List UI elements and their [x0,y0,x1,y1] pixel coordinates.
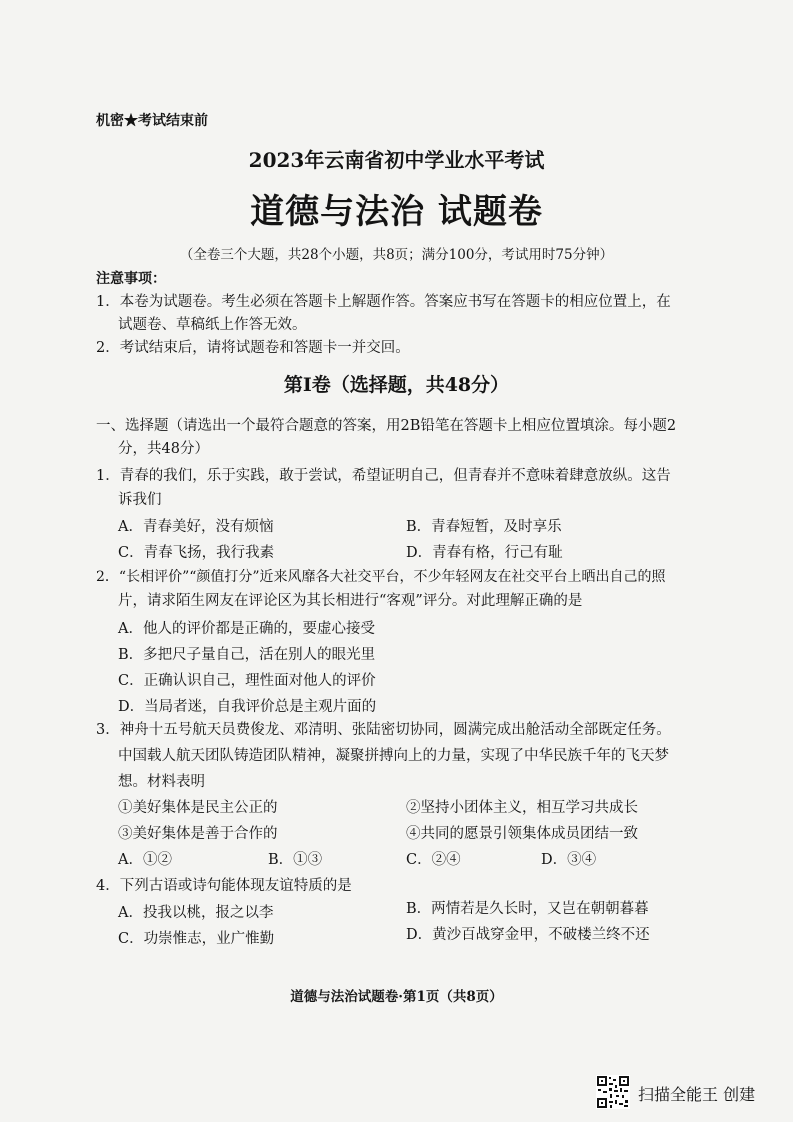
q2-stem-line-2: 片，请求陌生网友在评论区为其长相进行“客观”评分。对此理解正确的是 [118,593,583,609]
q3-stem-line-2: 中国载人航天团队铸造团队精神，凝聚拼搏向上的力量，实现了中华民族千年的飞天梦 [118,748,669,764]
section-instructions-line-1: 一、选择题（请选出一个最符合题意的答案，用2B铅笔在答题卡上相应位置填涂。每小题2 [96,418,677,434]
q1-option-b: B．青春短暂，及时享乐 [406,519,562,535]
q3-stem-line-3: 想。材料表明 [118,774,205,790]
q3-option-d: D．③④ [541,852,597,868]
q3-statement-4: ④共同的愿景引领集体成员团结一致 [406,826,638,842]
exam-info: （全卷三个大题，共28个小题，共8页；满分100分，考试用时75分钟） [179,247,614,263]
q3-option-b: B．①③ [268,852,323,868]
q2-option-d: D．当局者迷，自我评价总是主观片面的 [118,699,377,715]
q3-statement-2: ②坚持小团体主义，相互学习共成长 [406,800,638,816]
page-footer: 道德与法治试题卷·第1页（共8页） [290,989,503,1005]
exam-title: 2023年云南省初中学业水平考试 [248,148,545,172]
q2-option-b: B．多把尺子量自己，活在别人的眼光里 [118,647,376,663]
q4-option-a: A．投我以桃，报之以李 [118,905,274,921]
q1-option-a: A．青春美好，没有烦恼 [118,519,274,535]
section-instructions-line-2: 分，共48分） [118,441,209,457]
q2-stem-line-1: 2．“长相评价”“颜值打分”近来风靡各大社交平台，不少年轻网友在社交平台上晒出自己的照 [96,569,666,585]
qr-code-icon [596,1075,630,1109]
notice-item-2: 2．考试结束后，请将试题卷和答题卡一并交回。 [96,340,410,356]
scanner-label: 扫描全能王 创建 [638,1085,756,1104]
q2-option-a: A．他人的评价都是正确的，要虚心接受 [118,621,375,637]
q3-option-a: A．①② [118,852,172,868]
q3-option-c: C．②④ [406,852,461,868]
notice-heading: 注意事项： [96,271,166,287]
q1-stem-line-2: 诉我们 [118,492,162,508]
q4-option-b: B．两情若是久长时，又岂在朝朝暮暮 [406,901,649,917]
notice-item-1-line-2: 试题卷、草稿纸上作答无效。 [118,317,307,333]
q3-statement-1: ①美好集体是民主公正的 [118,800,278,816]
q1-option-d: D．青春有格，行己有耻 [406,545,563,561]
q3-statement-3: ③美好集体是善于合作的 [118,826,278,842]
confidential-label: 机密★考试结束前 [96,113,208,129]
q2-option-c: C．正确认识自己，理性面对他人的评价 [118,673,376,689]
section-title: 第Ⅰ卷（选择题，共48分） [283,374,510,396]
q4-option-d: D．黄沙百战穿金甲，不破楼兰终不还 [406,927,650,943]
q1-option-c: C．青春飞扬，我行我素 [118,545,275,561]
subject-title: 道德与法治 试题卷 [250,192,543,232]
q4-option-c: C．功崇惟志，业广惟勤 [118,931,275,947]
q1-stem-line-1: 1．青春的我们，乐于实践，敢于尝试，希望证明自己，但青春并不意味着肆意放纵。这告 [96,468,671,484]
notice-item-1-line-1: 1．本卷为试题卷。考生必须在答题卡上解题作答。答案应书写在答题卡的相应位置上，在 [96,294,671,310]
q3-stem-line-1: 3．神舟十五号航天员费俊龙、邓清明、张陆密切协同，圆满完成出舱活动全部既定任务。 [96,722,671,738]
q4-stem: 4．下列古语或诗句能体现友谊特质的是 [96,878,352,894]
